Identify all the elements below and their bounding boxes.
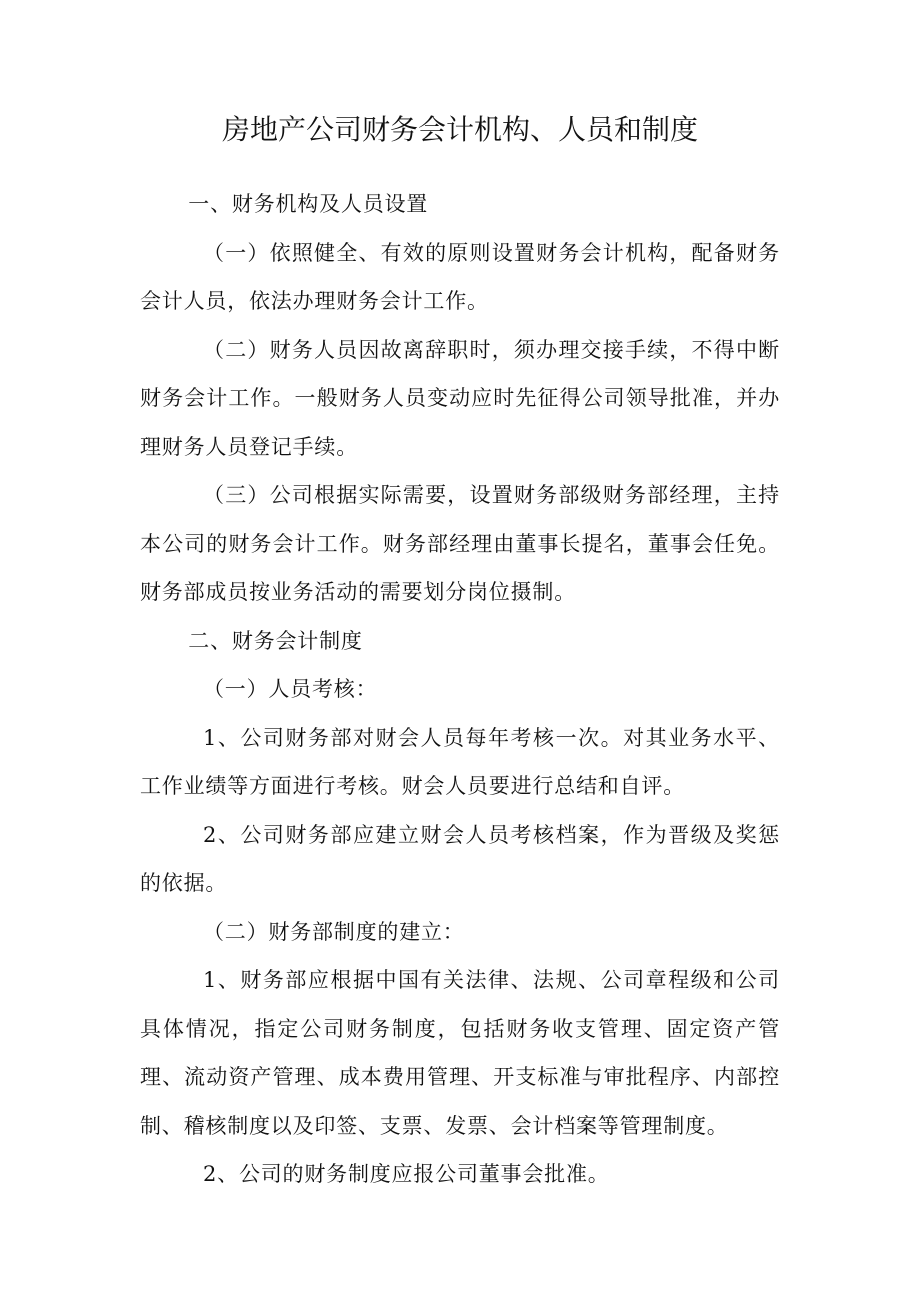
section-heading-1: 一、财务机构及人员设置 — [188, 192, 429, 216]
document-title: 房地产公司财务会计机构、人员和制度 — [221, 113, 698, 146]
section-heading-2: 二、财务会计制度 — [188, 628, 363, 653]
paragraph-1-1: （一）依照健全、有效的原则设置财务会计机构，配备财务会计人员，依法办理财务会计工作。 — [140, 240, 780, 313]
paragraph-2-1-1: 1、公司财务部对财会人员每年考核一次。对其业务水平、工作业绩等方面进行考核。财会人员要进行总结和自评。 — [140, 725, 780, 798]
subsection-heading-2-1: （一）人员考核： — [203, 677, 378, 701]
subsection-heading-2-2: （二）财务部制度的建立： — [203, 919, 465, 944]
document-body — [140, 180, 780, 1199]
paragraph-1-2: （二）财务人员因故离辞职时，须办理交接手续，不得中断财务会计工作。一般财务人员变动应时先征得公司领导批准，并办理财务人员登记手续。 — [140, 337, 780, 459]
paragraph-1-3: （三）公司根据实际需要，设置财务部级财务部经理，主持本公司的财务会计工作。财务部经理由董事长提名，董事会任免。财务部成员按业务活动的需要划分岗位摄制。 — [140, 483, 780, 604]
paragraph-2-2-1: 1、财务部应根据中国有关法律、法规、公司章程级和公司具体情况，指定公司财务制度，包括财务收支管理、固定资产管理、流动资产管理、成本费用管理、开支标准与审批程序、内部控制、稽核制度以及印签、支票、发票、会计档案等管理制度。 — [140, 968, 780, 1138]
paragraph-2-2-2: 2、公司的财务制度应报公司董事会批准。 — [203, 1162, 610, 1186]
paragraph-2-1-2: 2、公司财务部应建立财会人员考核档案，作为晋级及奖惩的依据。 — [140, 822, 780, 895]
